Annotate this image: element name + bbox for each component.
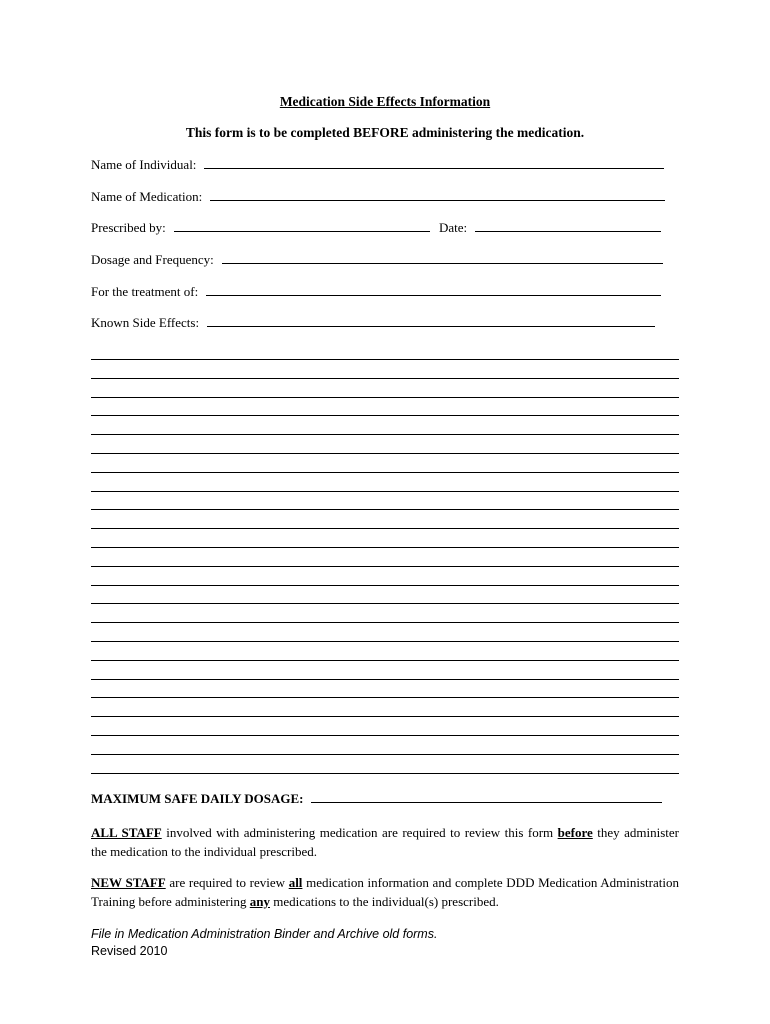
writing-line[interactable] xyxy=(91,547,679,548)
known-side-effects-label: Known Side Effects: xyxy=(91,315,200,330)
known-side-effects-field[interactable] xyxy=(91,315,655,331)
writing-line[interactable] xyxy=(91,453,679,454)
name-of-medication-field[interactable] xyxy=(91,189,665,205)
all-staff-emph: before xyxy=(557,825,593,840)
writing-line[interactable] xyxy=(91,434,679,435)
treatment-of-field[interactable] xyxy=(91,284,661,300)
writing-line[interactable] xyxy=(91,622,679,623)
prescribed-by-blank[interactable] xyxy=(174,221,430,232)
new-staff-paragraph xyxy=(91,873,679,911)
all-staff-text1: involved with administering medication are required to review this form xyxy=(161,825,558,840)
treatment-of-label: For the treatment of: xyxy=(91,284,199,299)
form-title: Medication Side Effects Information xyxy=(279,94,491,109)
all-staff-paragraph xyxy=(91,823,679,861)
footer-note: File in Medication Administration Binder and Archive old forms. xyxy=(91,927,438,941)
name-of-medication-label: Name of Medication: xyxy=(91,189,203,204)
writing-line[interactable] xyxy=(91,641,679,642)
new-staff-text2: medication information and complete DDD Medication Administration Training before administering xyxy=(91,875,679,909)
writing-line[interactable] xyxy=(91,472,679,473)
name-of-individual-blank[interactable] xyxy=(204,158,664,169)
writing-line[interactable] xyxy=(91,660,679,661)
name-of-medication-blank[interactable] xyxy=(210,190,665,201)
new-staff-text3: medications to the individual(s) prescribed. xyxy=(269,894,499,909)
name-of-individual-label: Name of Individual: xyxy=(91,157,197,172)
writing-line[interactable] xyxy=(91,491,679,492)
prescribed-by-label: Prescribed by: xyxy=(91,220,166,235)
max-dosage-field[interactable] xyxy=(91,791,662,807)
prescribed-by-field[interactable] xyxy=(91,220,661,236)
known-side-effects-blank[interactable] xyxy=(207,316,655,327)
writing-line[interactable] xyxy=(91,509,679,510)
dosage-frequency-label: Dosage and Frequency: xyxy=(91,252,214,267)
date-blank[interactable] xyxy=(475,221,661,232)
new-staff-emph2: any xyxy=(249,894,270,909)
max-dosage-blank[interactable] xyxy=(311,792,662,803)
new-staff-emph1: all xyxy=(288,875,303,890)
writing-line[interactable] xyxy=(91,697,679,698)
all-staff-text2: they administer the medication to the individual prescribed. xyxy=(91,825,679,859)
new-staff-text1: are required to review xyxy=(165,875,289,890)
dosage-frequency-field[interactable] xyxy=(91,252,663,268)
writing-line[interactable] xyxy=(91,397,679,398)
writing-line[interactable] xyxy=(91,528,679,529)
all-staff-lead: ALL STAFF xyxy=(91,825,162,840)
date-label: Date: xyxy=(438,220,468,235)
writing-line[interactable] xyxy=(91,603,679,604)
writing-line[interactable] xyxy=(91,716,679,717)
writing-line[interactable] xyxy=(91,735,679,736)
revised-note: Revised 2010 xyxy=(91,944,168,958)
treatment-of-blank[interactable] xyxy=(206,285,661,296)
form-subtitle: This form is to be completed BEFORE administering the medication. xyxy=(185,125,585,140)
writing-line[interactable] xyxy=(91,359,679,360)
writing-line[interactable] xyxy=(91,415,679,416)
writing-line[interactable] xyxy=(91,585,679,586)
name-of-individual-field[interactable] xyxy=(91,157,664,173)
writing-line[interactable] xyxy=(91,566,679,567)
new-staff-lead: NEW STAFF xyxy=(91,875,166,890)
writing-line[interactable] xyxy=(91,754,679,755)
writing-line[interactable] xyxy=(91,378,679,379)
max-dosage-label: MAXIMUM SAFE DAILY DOSAGE: xyxy=(91,791,304,806)
dosage-frequency-blank[interactable] xyxy=(222,253,663,264)
writing-line[interactable] xyxy=(91,773,679,774)
writing-line[interactable] xyxy=(91,679,679,680)
